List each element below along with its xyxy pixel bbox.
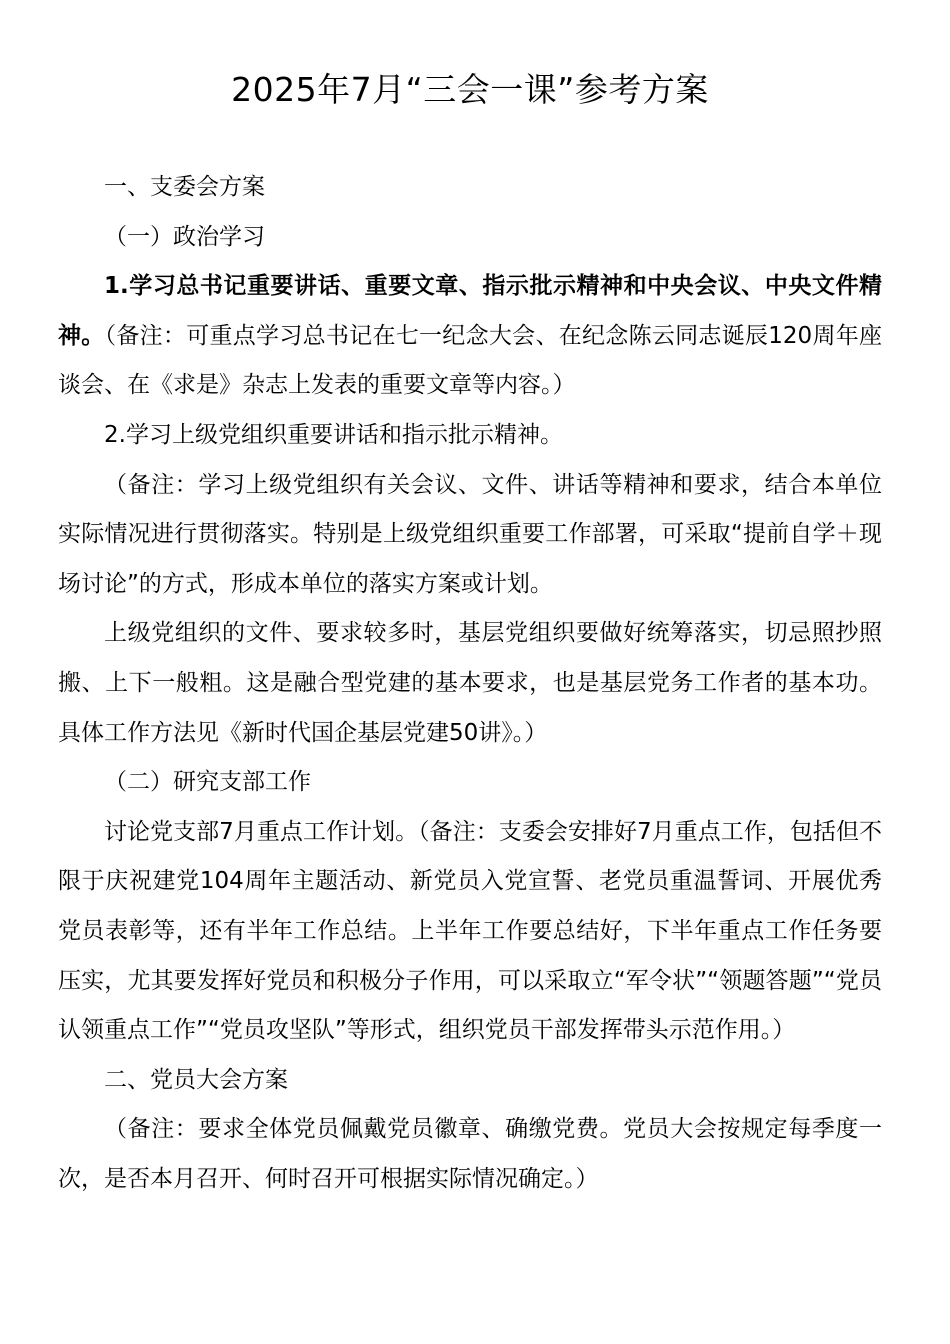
section-1-subheading-political-study: （一）政治学习 bbox=[104, 223, 265, 250]
item-2-note-continued: 上级党组织的文件、要求较多时，基层党组织要做好统筹落实，切忌照抄照搬、上下一般粗。这是融合型党建的基本要求，也是基层党务工作者的基本功。具体工作方法见《新时代国企基层党建50讲》。） bbox=[58, 620, 882, 746]
section-1-subheading-branch-work: （二）研究支部工作 bbox=[104, 769, 311, 796]
branch-work-paragraph: 讨论党支部7月重点工作计划。（备注：支委会安排好7月重点工作，包括但不限于庆祝建党104周年主题活动、新党员入党宣誓、老党员重温誓词、开展优秀党员表彰等，还有半年工作总结。上半年工作要总结好，下半年重点工作任务要压实，尤其要发挥好党员和积极分子作用，可以采取立“军令状”“领题答题”“党员认领重点工作”“党员攻坚队”等形式，组织党员干部发挥带头示范作用。） bbox=[58, 818, 882, 1044]
section-2-note: （备注：要求全体党员佩戴党员徽章、确缴党费。党员大会按规定每季度一次，是否本月召开、何时召开可根据实际情况确定。） bbox=[58, 1116, 882, 1192]
document-body bbox=[58, 163, 882, 1204]
item-2-paragraph: 2.学习上级党组织重要讲话和指示批示精神。 bbox=[104, 421, 563, 448]
item-1-bold-text: 1.学习总书记重要讲话、重要文章、指示批示精神和中央会议、中央文件精神。 bbox=[58, 273, 882, 349]
section-2-heading: 二、党员大会方案 bbox=[104, 1066, 288, 1093]
item-1-note: （备注：可重点学习总书记在七一纪念大会、在纪念陈云同志诞辰120周年座谈会、在《求是》杂志上发表的重要文章等内容。） bbox=[58, 322, 883, 399]
section-1-heading: 一、支委会方案 bbox=[104, 174, 265, 200]
item-1-paragraph bbox=[58, 262, 882, 411]
document-title: 2025年7月“三会一课”参考方案 bbox=[231, 70, 709, 109]
item-2-note: （备注：学习上级党组织有关会议、文件、讲话等精神和要求，结合本单位实际情况进行贯彻落实。特别是上级党组织重要工作部署，可采取“提前自学＋现场讨论”的方式，形成本单位的落实方案或计划。 bbox=[58, 471, 882, 597]
